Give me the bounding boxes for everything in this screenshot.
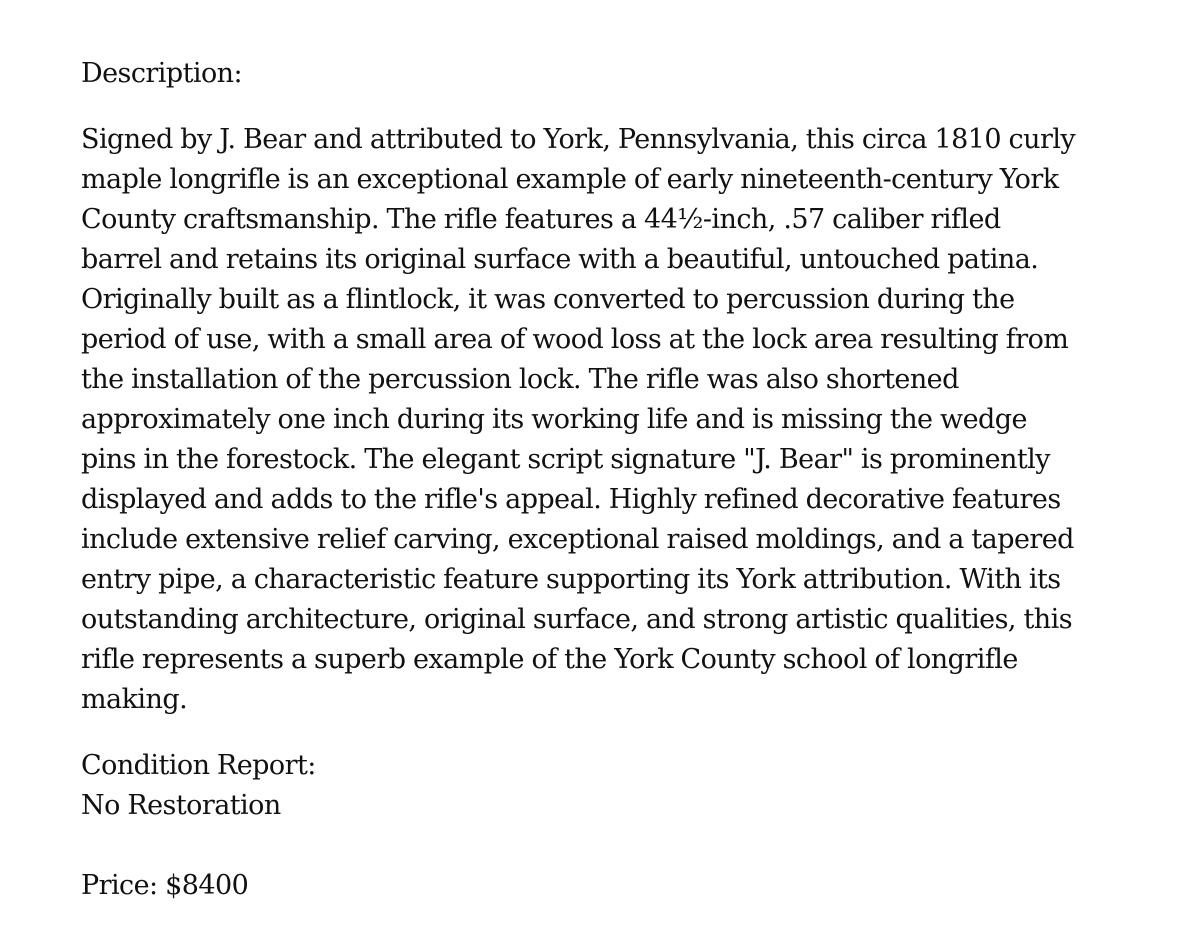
condition-report-label: Condition Report: [81, 750, 316, 781]
description-paragraph [81, 120, 1081, 720]
spacer [81, 826, 1081, 866]
description-line: outstanding architecture, original surface, and strong artistic qualities, this [81, 604, 1072, 635]
description-line: Signed by J. Bear and attributed to York, Pennsylvania, this circa 1810 curly [81, 124, 1076, 155]
condition-report-value: No Restoration [81, 790, 281, 821]
description-line: entry pipe, a characteristic feature supporting its York attribution. With its [81, 564, 1061, 595]
spacer [81, 720, 1081, 746]
description-line: barrel and retains its original surface with a beautiful, untouched patina. [81, 244, 1039, 275]
description-line: period of use, with a small area of wood loss at the lock area resulting from [81, 324, 1069, 355]
description-line: include extensive relief carving, exceptional raised moldings, and a tapered [81, 524, 1074, 555]
description-line: County craftsmanship. The rifle features a 44½-inch, .57 caliber rifled [81, 204, 1001, 235]
description-line: making. [81, 684, 188, 715]
description-line: approximately one inch during its working life and is missing the wedge [81, 404, 1027, 435]
description-line: Originally built as a flintlock, it was converted to percussion during the [81, 284, 1015, 315]
description-line: pins in the forestock. The elegant script signature "J. Bear" is prominently [81, 444, 1050, 475]
spacer [81, 94, 1081, 120]
price-text: Price: $8400 [81, 870, 249, 901]
description-line: maple longrifle is an exceptional example of early nineteenth-century York [81, 164, 1059, 195]
description-label: Description: [81, 58, 243, 89]
description-line: the installation of the percussion lock. The rifle was also shortened [81, 364, 959, 395]
description-line: displayed and adds to the rifle's appeal. Highly refined decorative features [81, 484, 1061, 515]
listing-content [81, 54, 1081, 906]
description-line: rifle represents a superb example of the York County school of longrifle [81, 644, 1018, 675]
